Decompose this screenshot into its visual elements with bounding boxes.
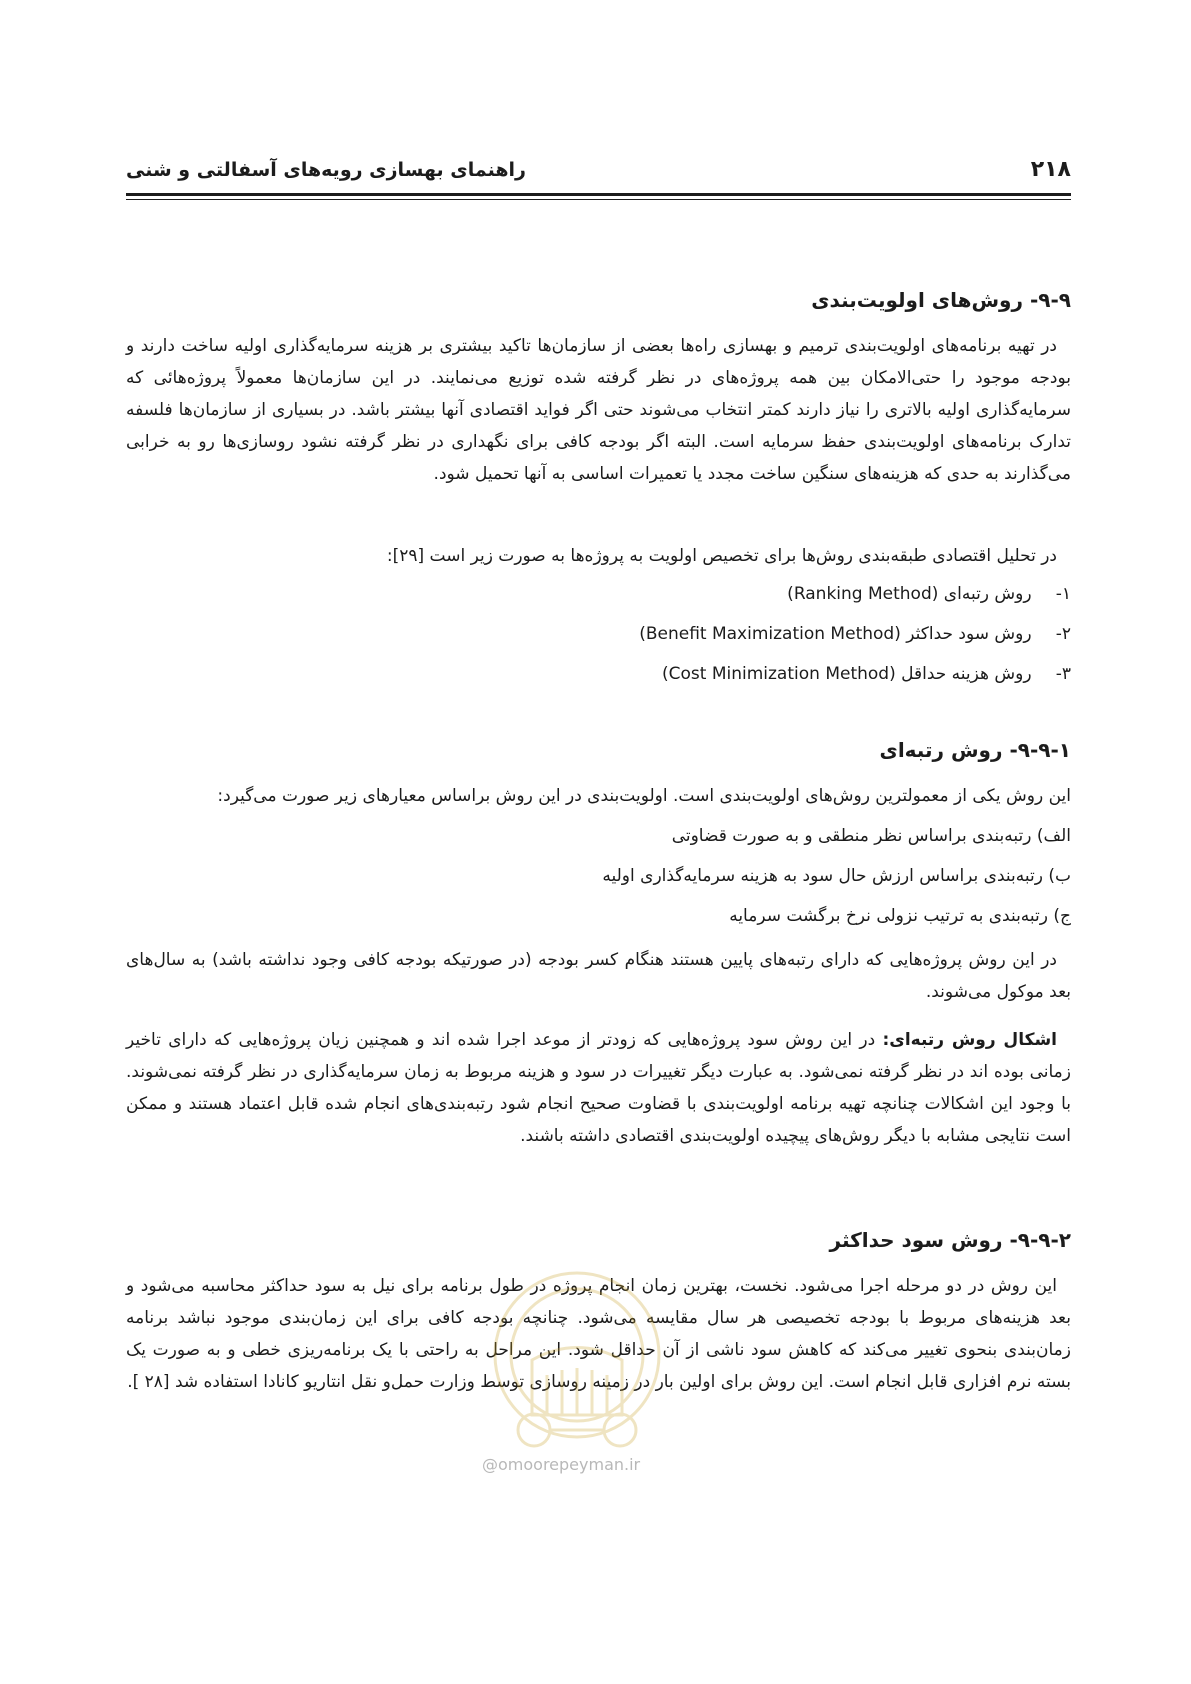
section-intro-block [126,330,1071,490]
method-number: ۱- [1055,584,1071,604]
section-heading: ۹-۹- روش‌های اولویت‌بندی [811,288,1071,312]
subsection-heading: ۹-۹-۱- روش رتبه‌ای [879,738,1071,762]
page-number: ۲۱۸ [1030,157,1071,182]
subsection-heading: ۹-۹-۲- روش سود حداکثر [829,1228,1071,1252]
method-english: (Cost Minimization Method) [662,664,896,684]
method-item [126,618,1085,650]
subsection-intro-block [126,780,1071,812]
method-number: ۲- [1055,624,1071,644]
method-item [126,578,1085,610]
section-para2-block [126,540,1071,572]
criterion-item: ج) رتبه‌بندی به ترتیب نزولی نرخ برگشت سرمایه [729,906,1071,926]
running-title: راهنمای بهسازی رویه‌های آسفالتی و شنی [126,159,526,181]
criterion-item: الف) رتبه‌بندی براساس نظر منطقی و به صورت قضاوتی [671,826,1071,846]
paragraph: این روش یکی از معمولترین روش‌های اولویت‌بندی است. اولویت‌بندی در این روش براساس معیارهای زیر صورت می‌گیرد: [217,786,1071,806]
method-english: (Benefit Maximization Method) [639,624,901,644]
paragraph: این روش در دو مرحله اجرا می‌شود. نخست، بهترین زمان انجام پروژه در طول برنامه برای نیل به سود حداکثر محاسبه می‌شود و بعد هزینه‌های مربوط با بودجه تخصیصی هر سال مقایسه می‌شود. چنانچه بودجه کافی برای این زمان‌بندی موجود نباشد برنامه زمان‌بندی بنحوی تغییر می‌کند که کاهش سود ناشی از آن حداقل شود. این مراحل به راحتی با یک برنامه‌ریزی خطی و به صورت یک بسته نرم افزاری قابل انجام است. این روش برای اولین بار در زمینه روسازی توسط وزارت حمل‌و نقل انتاریو کانادا استفاده شد [۲۸ ]. [126,1276,1071,1392]
method-item [126,658,1085,690]
method-name: روش رتبه‌ای [943,584,1032,604]
issues-label: اشکال روش رتبه‌ای: [882,1030,1058,1050]
issues-paragraph-block [126,1024,1071,1152]
method-name: روش سود حداکثر [906,624,1032,644]
page-header [126,157,1071,191]
method-name: روش هزینه حداقل [901,664,1032,684]
method-number: ۳- [1055,664,1071,684]
paragraph: در تهیه برنامه‌های اولویت‌بندی ترمیم و بهسازی راه‌ها بعضی از سازمان‌ها تاکید بیشتری بر هزینه سرمایه‌گذاری اولیه ساخت دارند و بودجه موجود را حتی‌الامکان بین همه پروژه‌های در نظر گرفته شده توزیع می‌نمایند. در این سازمان‌ها معمولاً پروژه‌هائی که سرمایه‌گذاری اولیه بالاتری را نیاز دارند کمتر انتخاب می‌شوند حتی اگر فواید اقتصادی آنها بیشتر باشد. در بسیاری از سازمان‌ها فلسفه تدارک برنامه‌های اولویت‌بندی حفظ سرمایه است. البته اگر بودجه کافی برای نگهداری در نظر گرفته نشود روسازی‌ها رو به خرابی می‌گذارند به حدی که هزینه‌های سنگین ساخت مجدد یا تعمیرات اساسی به آنها تحمیل شود. [126,336,1071,484]
criterion-item: ب) رتبه‌بندی براساس ارزش حال سود به هزینه سرمایه‌گذاری اولیه [602,866,1071,886]
deferral-paragraph-block [126,944,1071,1008]
paragraph: در تحلیل اقتصادی طبقه‌بندی روش‌ها برای تخصیص اولویت به پروژه‌ها به صورت زیر است [۲۹]: [386,546,1057,566]
issues-text: در این روش سود پروژه‌هایی که زودتر از موعد اجرا شده اند و همچنین زیان پروژه‌هایی که دارای تاخیر زمانی بوده اند در نظر گرفته نمی‌شود. به عبارت دیگر تغییرات در سود و هزینه مربوط به زمان سرمایه‌گذاری در نظر گرفته نمی‌شوند. با وجود این اشکالات چنانچه تهیه برنامه اولویت‌بندی با قضاوت صحیح انجام شود رتبه‌بندی‌های انجام شده قابل اعتماد هستند و ممکن است نتایجی مشابه با دیگر روش‌های پیچیده اولویت‌بندی اقتصادی داشته باشند. [126,1030,1071,1146]
paragraph: در این روش پروژه‌هایی که دارای رتبه‌های پایین هستند هنگام کسر بودجه (در صورتیکه بودجه کافی وجود نداشته باشد) به سال‌های بعد موکول می‌شوند. [126,950,1071,1002]
method-english: (Ranking Method) [787,584,939,604]
watermark-site: @omoorepeyman.ir [482,1455,641,1474]
paragraph [126,1024,1071,1152]
header-rule-thick [126,193,1071,196]
header-rule-thin [126,199,1071,200]
